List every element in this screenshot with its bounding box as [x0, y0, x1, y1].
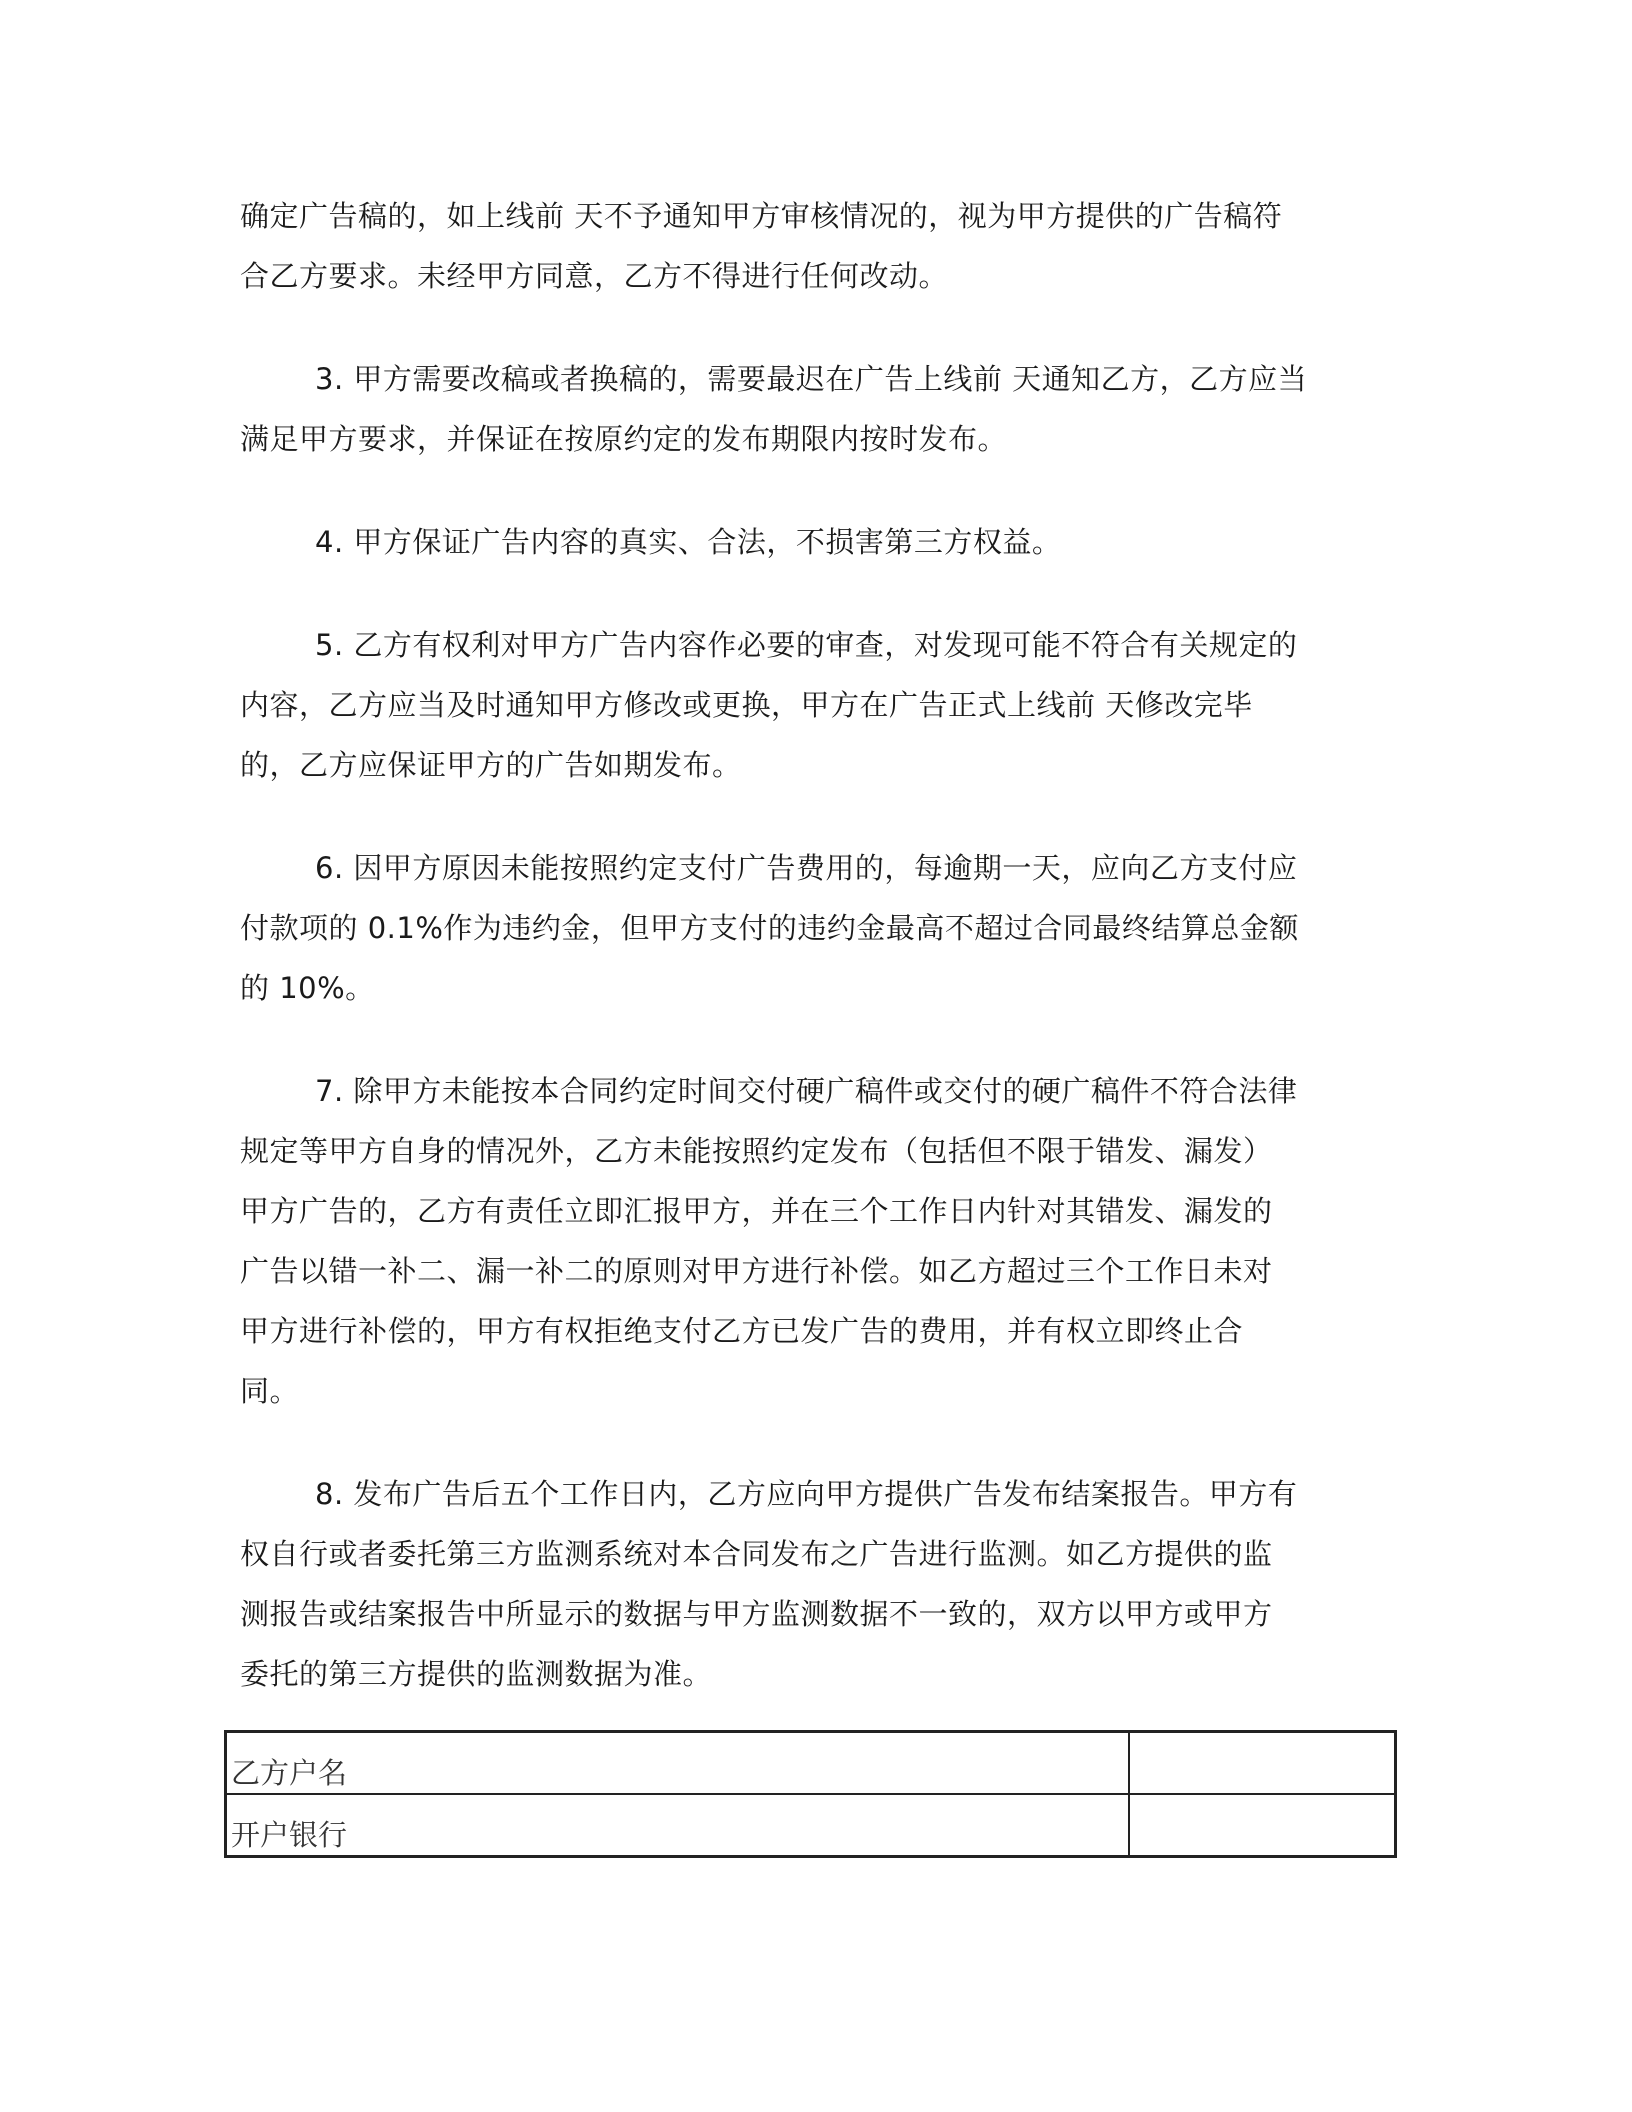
account-name-value: [1129, 1732, 1395, 1795]
text-line: 7. 除甲方未能按本合同约定时间交付硬广稿件或交付的硬广稿件不符合法律: [315, 1074, 1298, 1108]
text-line: 满足甲方要求，并保证在按原约定的发布期限内按时发布。: [240, 422, 1008, 456]
text-line: 6. 因甲方原因未能按照约定支付广告费用的，每逾期一天，应向乙方支付应: [315, 851, 1298, 885]
text-line: 甲方广告的，乙方有责任立即汇报甲方，并在三个工作日内针对其错发、漏发的: [240, 1194, 1273, 1228]
clause-3: [240, 349, 1390, 469]
contract-body: [240, 186, 1390, 1747]
table-row: [226, 1794, 1396, 1857]
table-row: [226, 1732, 1396, 1795]
text-line: 3. 甲方需要改稿或者换稿的，需要最迟在广告上线前 天通知乙方，乙方应当: [315, 362, 1308, 396]
paragraph-review-continuation: [240, 186, 1390, 306]
text-line: 甲方进行补偿的，甲方有权拒绝支付乙方已发广告的费用，并有权立即终止合: [240, 1314, 1244, 1348]
text-line: 8. 发布广告后五个工作日内，乙方应向甲方提供广告发布结案报告。甲方有: [315, 1477, 1298, 1511]
bank-name-label: 开户银行: [226, 1794, 1130, 1857]
clause-5: [240, 615, 1390, 795]
text-line: 同。: [240, 1374, 300, 1408]
bank-name-value: [1129, 1794, 1395, 1857]
text-line: 5. 乙方有权利对甲方广告内容作必要的审查，对发现可能不符合有关规定的: [315, 628, 1298, 662]
clause-8: [240, 1464, 1390, 1704]
text-line: 内容，乙方应当及时通知甲方修改或更换，甲方在广告正式上线前 天修改完毕: [240, 688, 1253, 722]
text-line: 的，乙方应保证甲方的广告如期发布。: [240, 748, 742, 782]
text-line: 确定广告稿的，如上线前 天不予通知甲方审核情况的，视为甲方提供的广告稿符: [240, 199, 1283, 233]
bank-info-table: [224, 1730, 1397, 1858]
text-line: 广告以错一补二、漏一补二的原则对甲方进行补偿。如乙方超过三个工作日未对: [240, 1254, 1273, 1288]
clause-7: [240, 1061, 1390, 1421]
account-name-label: 乙方户名: [226, 1732, 1130, 1795]
text-line: 的 10%。: [240, 971, 375, 1005]
clause-4: [240, 512, 1390, 572]
text-line: 规定等甲方自身的情况外，乙方未能按照约定发布（包括但不限于错发、漏发）: [240, 1134, 1273, 1168]
clause-6: [240, 838, 1390, 1018]
text-line: 合乙方要求。未经甲方同意，乙方不得进行任何改动。: [240, 259, 949, 293]
text-line: 权自行或者委托第三方监测系统对本合同发布之广告进行监测。如乙方提供的监: [240, 1537, 1273, 1571]
text-line: 4. 甲方保证广告内容的真实、合法，不损害第三方权益。: [315, 525, 1062, 559]
text-line: 测报告或结案报告中所显示的数据与甲方监测数据不一致的，双方以甲方或甲方: [240, 1597, 1273, 1631]
text-line: 委托的第三方提供的监测数据为准。: [240, 1657, 713, 1691]
text-line: 付款项的 0.1%作为违约金，但甲方支付的违约金最高不超过合同最终结算总金额: [240, 911, 1299, 945]
